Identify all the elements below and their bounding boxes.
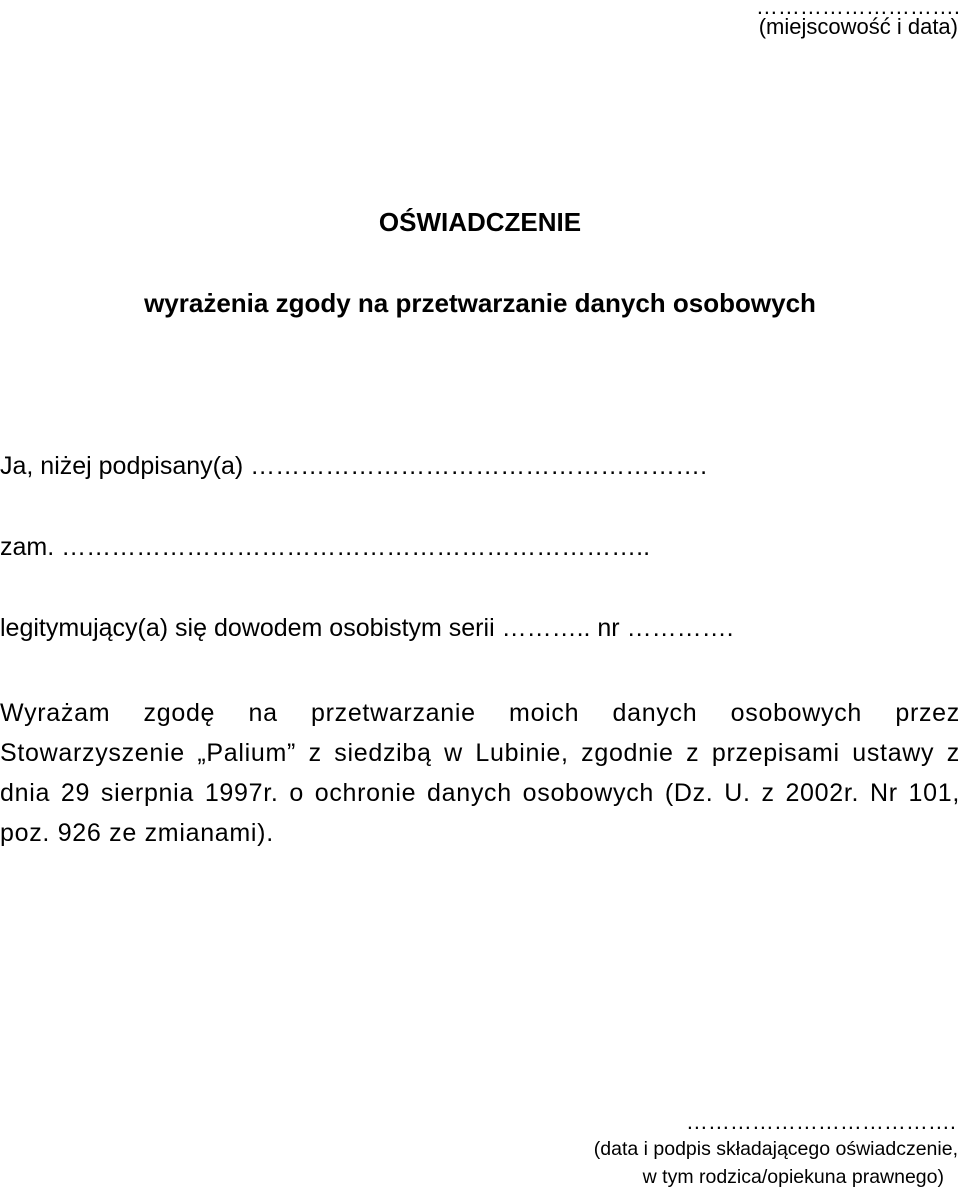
document-title: OŚWIADCZENIE bbox=[378, 207, 582, 237]
consent-statement: Wyrażam zgodę na przetwarzanie moich danych osobowych przez Stowarzyszenie „Palium” z siedzibą w Lubinie, zgodnie z przepisami ustawy z dnia 29 sierpnia 1997r. o ochronie danych osobowych (Dz. U. z 2002r. Nr 101, poz. 926 ze zmianami). bbox=[0, 699, 960, 847]
place-date-label: (miejscowość i data) bbox=[758, 14, 958, 39]
id-document-field[interactable]: legitymujący(a) się dowodem osobistym serii ……….. nr …………. bbox=[0, 614, 734, 642]
document-subtitle: wyrażenia zgody na przetwarzanie danych osobowych bbox=[144, 288, 816, 318]
signature-label-line1: (data i podpis składającego oświadczenie, bbox=[593, 1138, 958, 1160]
address-field[interactable]: zam. …………………………………………………………….. bbox=[0, 533, 651, 561]
signature-dotted-line[interactable]: ………………………………. bbox=[685, 1109, 956, 1134]
signature-label-line2: w tym rodzica/opiekuna prawnego) bbox=[642, 1166, 944, 1188]
place-date-dotted-line[interactable]: ………………………. bbox=[755, 0, 960, 19]
signed-by-field[interactable]: Ja, niżej podpisany(a) ………………………………………………. bbox=[0, 452, 708, 480]
